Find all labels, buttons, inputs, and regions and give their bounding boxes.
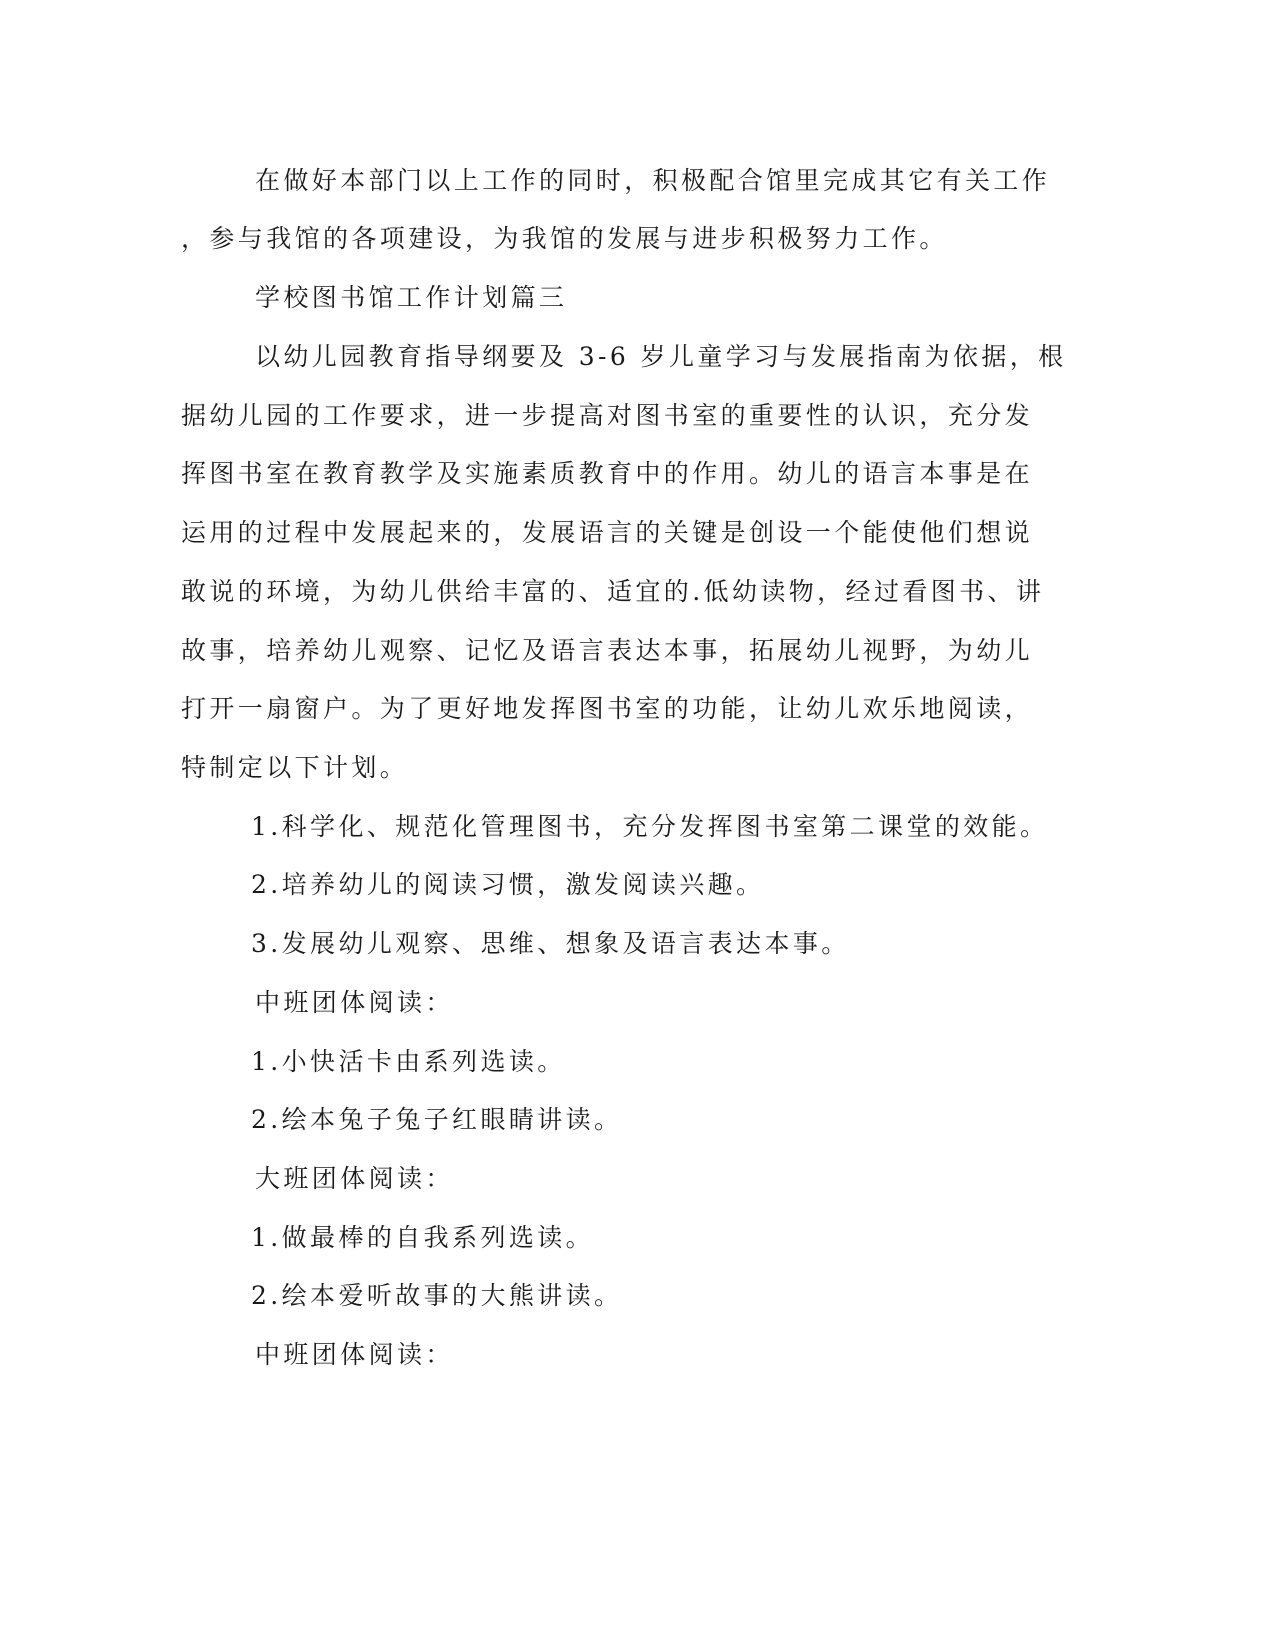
list-item: 2.绘本爱听故事的大熊讲读。: [251, 1281, 623, 1310]
paragraph-line: 在做好本部门以上工作的同时，积极配合馆里完成其它有关工作: [255, 166, 1051, 195]
paragraph-line: 特制定以下计划。: [181, 753, 409, 782]
paragraph-line: 敢说的环境，为幼儿供给丰富的、适宜的.低幼读物，经过看图书、讲: [181, 577, 1045, 606]
list-item: 2.培养幼儿的阅读习惯，激发阅读兴趣。: [251, 870, 765, 899]
subheading: 中班团体阅读：: [255, 988, 454, 1017]
list-item: 1.科学化、规范化管理图书，充分发挥图书室第二课堂的效能。: [251, 812, 1049, 841]
list-item: 3.发展幼儿观察、思维、想象及语言表达本事。: [251, 929, 850, 958]
list-item: 2.绘本兔子兔子红眼睛讲读。: [251, 1105, 623, 1134]
paragraph-line: 据幼儿园的工作要求，进一步提高对图书室的重要性的认识，充分发: [181, 401, 1034, 430]
paragraph-line: 挥图书室在教育教学及实施素质教育中的作用。幼儿的语言本事是在: [181, 459, 1034, 488]
paragraph-line: 打开一扇窗户。为了更好地发挥图书室的功能，让幼儿欢乐地阅读，: [181, 694, 1034, 723]
subheading: 大班团体阅读：: [255, 1164, 454, 1193]
section-heading: 学校图书馆工作计划篇三: [255, 283, 568, 312]
paragraph-line: 故事，培养幼儿观察、记忆及语言表达本事，拓展幼儿视野，为幼儿: [181, 636, 1034, 665]
subheading: 中班团体阅读：: [255, 1340, 454, 1369]
paragraph-line: ，参与我馆的各项建设，为我馆的发展与进步积极努力工作。: [181, 224, 948, 253]
paragraph-line: 以幼儿园教育指导纲要及 3-6 岁儿童学习与发展指南为依据，根: [255, 342, 1067, 371]
list-item: 1.做最棒的自我系列选读。: [251, 1223, 595, 1252]
list-item: 1.小快活卡由系列选读。: [251, 1047, 566, 1076]
paragraph-line: 运用的过程中发展起来的，发展语言的关键是创设一个能使他们想说: [181, 518, 1034, 547]
